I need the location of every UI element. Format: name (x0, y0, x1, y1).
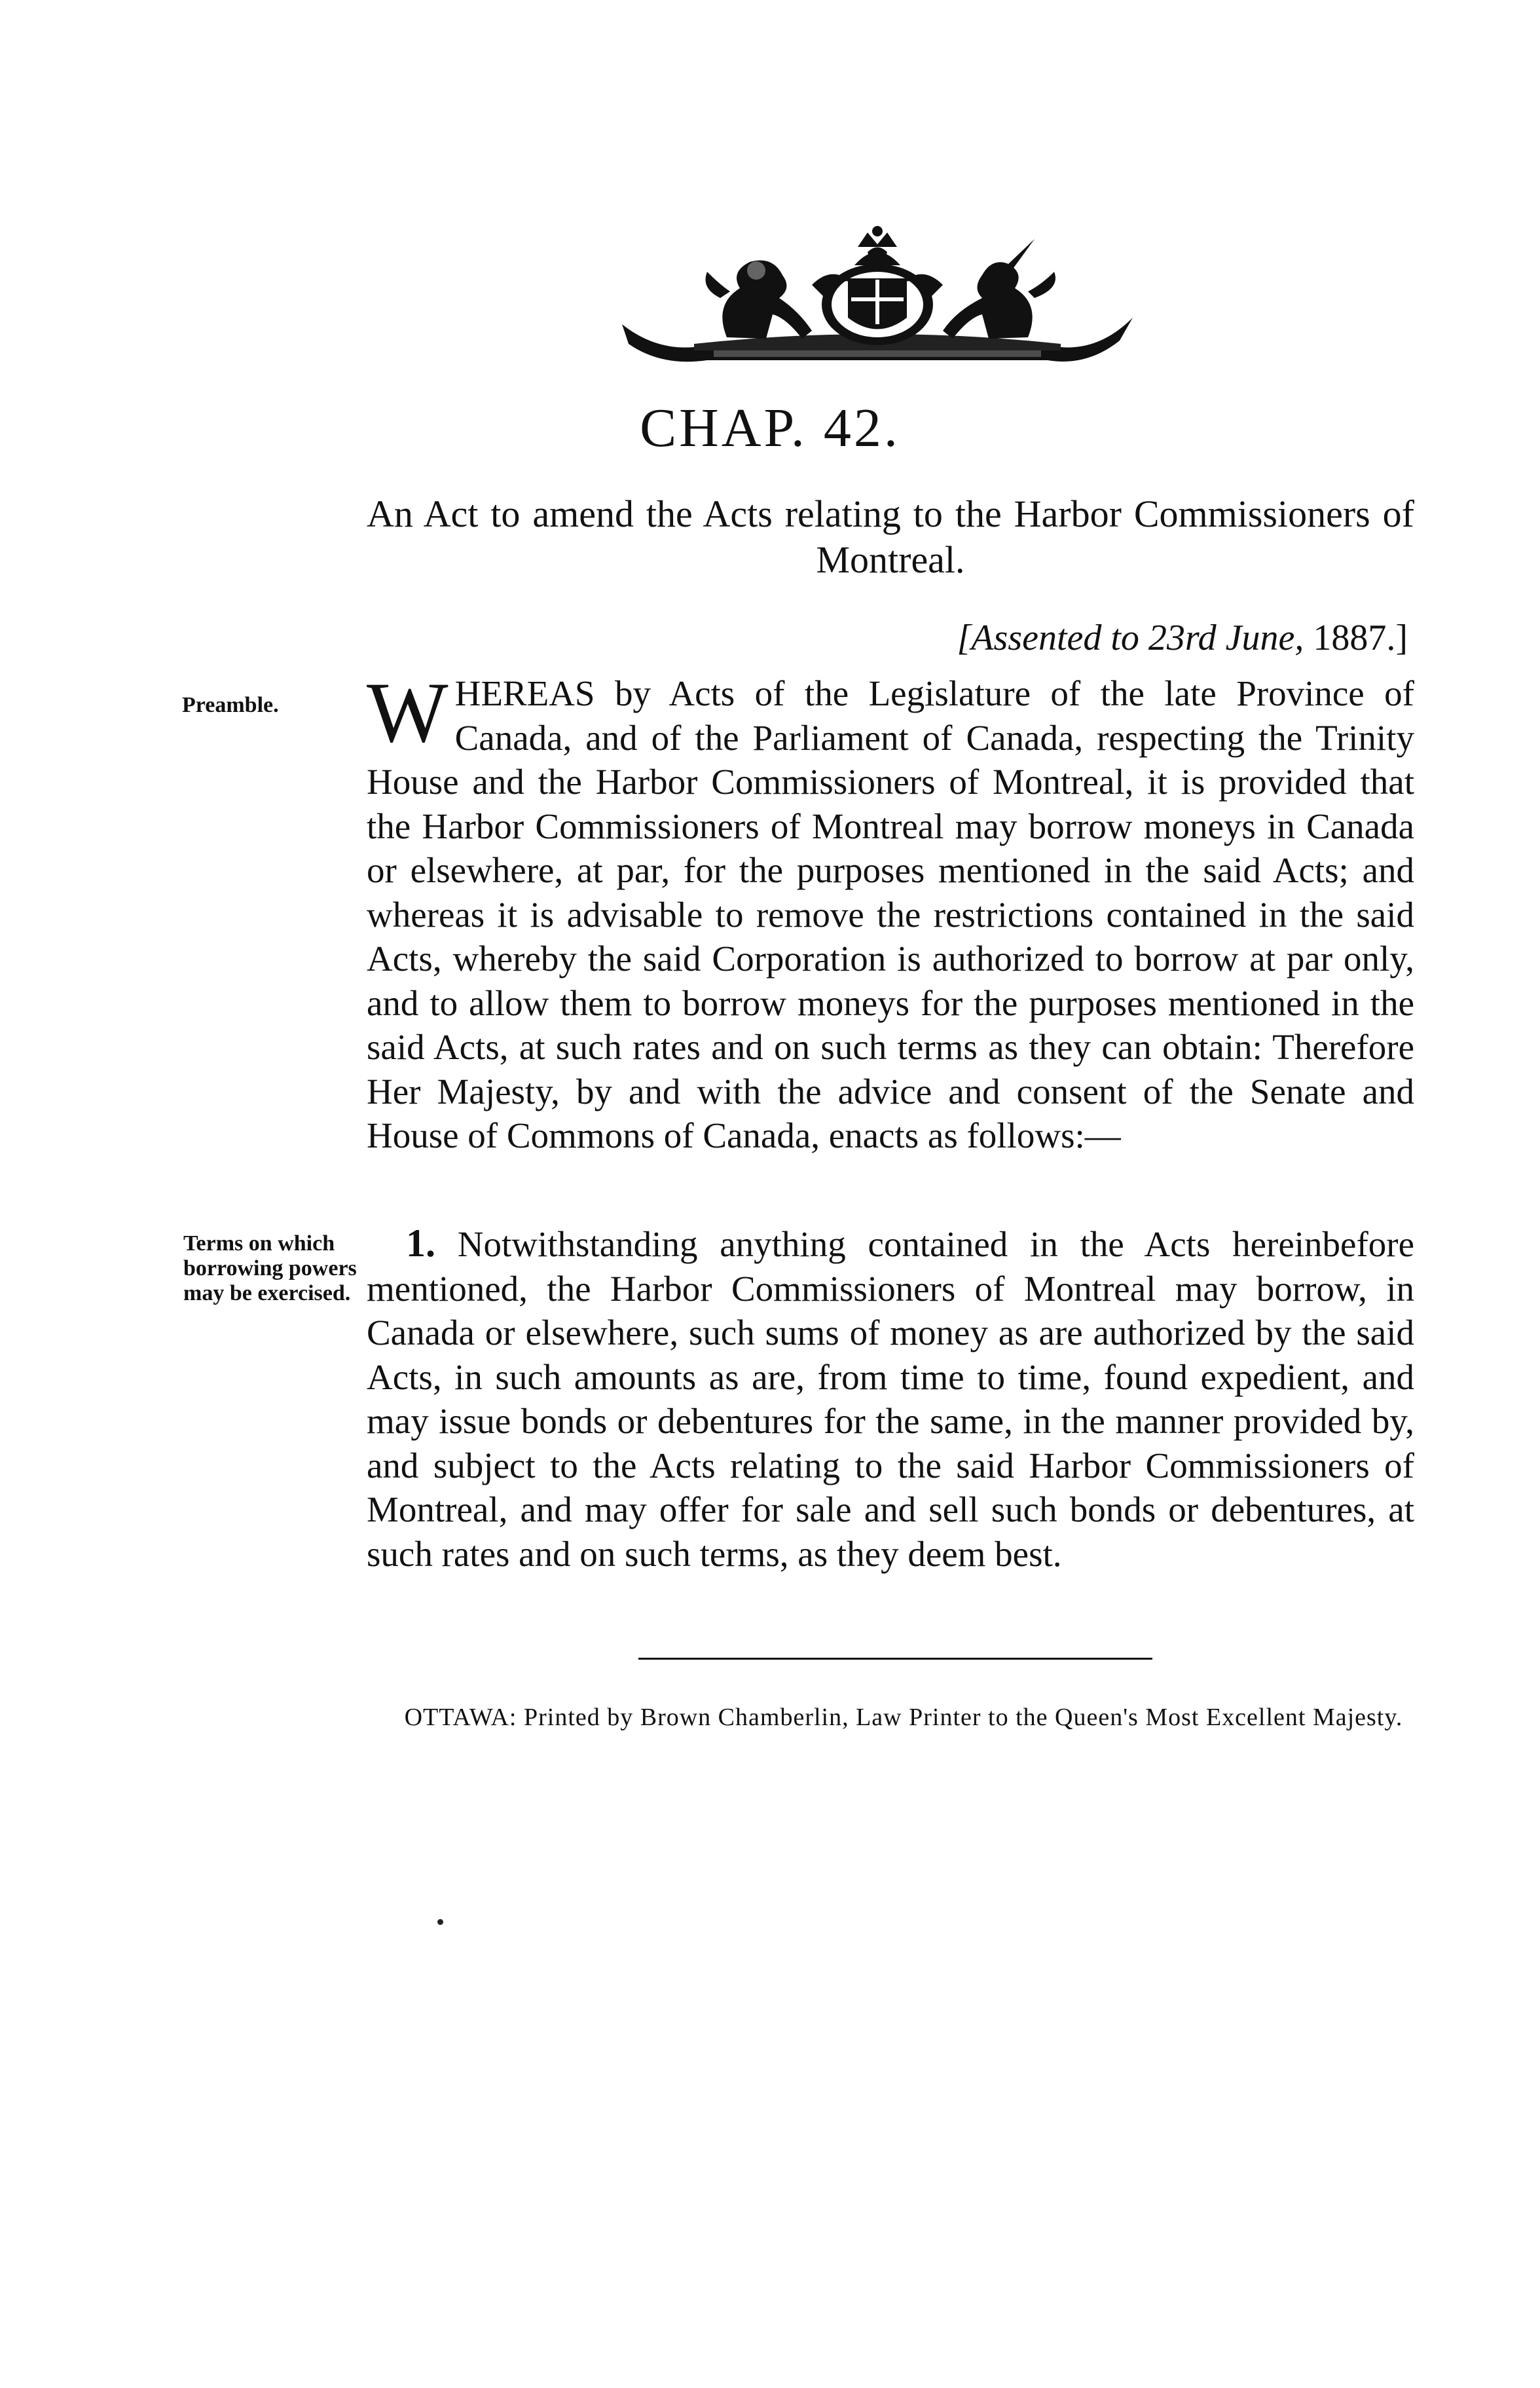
section-number: 1. (406, 1222, 435, 1265)
divider-rule (638, 1658, 1152, 1660)
chapter-title: CHAP. 42. (640, 398, 900, 458)
margin-note-terms: Terms on which borrowing powers may be exercised. (183, 1231, 357, 1305)
act-title: An Act to amend the Acts relating to the Harbor Commissioners of Montreal. (367, 493, 1414, 581)
section-1-paragraph (367, 1222, 1414, 1576)
stray-mark (437, 1919, 443, 1925)
margin-note-preamble: Preamble. (182, 693, 279, 717)
preamble-paragraph (367, 664, 1414, 1158)
printer-imprint: OTTAWA: Printed by Brown Chamberlin, Law Printer to the Queen's Most Excellent Majesty. (404, 1704, 1403, 1731)
section-1-text: Notwithstanding anything contained in the Acts hereinbefore mentioned, the Harbor Commissioners of Montreal may borrow, in Canada or elsewhere, such sums of money as are authorized by the said Acts, in such amounts as are, from time to time, found expedient, and may issue bonds or debentures for the same, in the manner provided by, and subject to the Acts relating to the said Harbor Commissioners of Montreal, and may offer for sale and sell such bonds or debentures, at such rates and on such terms, as they deem best. (367, 1224, 1414, 1574)
assent-date (949, 617, 1408, 659)
assent-year: 1887.] (1313, 618, 1408, 658)
drop-cap: W (367, 664, 449, 760)
preamble-text: HEREAS by Acts of the Legislature of the late Province of Canada, and of the Parliament of Canada, respecting the Trinity House and the Harbor Commissioners of Montreal, it is provided that the Harbor Commissioners of Montreal may borrow moneys in Canada or elsewhere, at par, for the purposes mentioned in the said Acts; and whereas it is advisable to remove the restrictions contained in the said Acts, whereby the said Corporation is authorized to borrow at par only, and to allow them to borrow moneys for the purposes mentioned in the said Acts, at such rates and on such terms as they can obtain: Therefore Her Majesty, by and with the advice and consent of the Senate and House of Commons of Canada, enacts as follows:— (367, 673, 1414, 1155)
assent-prefix: [Assented to 23rd June, (957, 618, 1304, 658)
royal-coat-of-arms-icon (615, 226, 1139, 373)
